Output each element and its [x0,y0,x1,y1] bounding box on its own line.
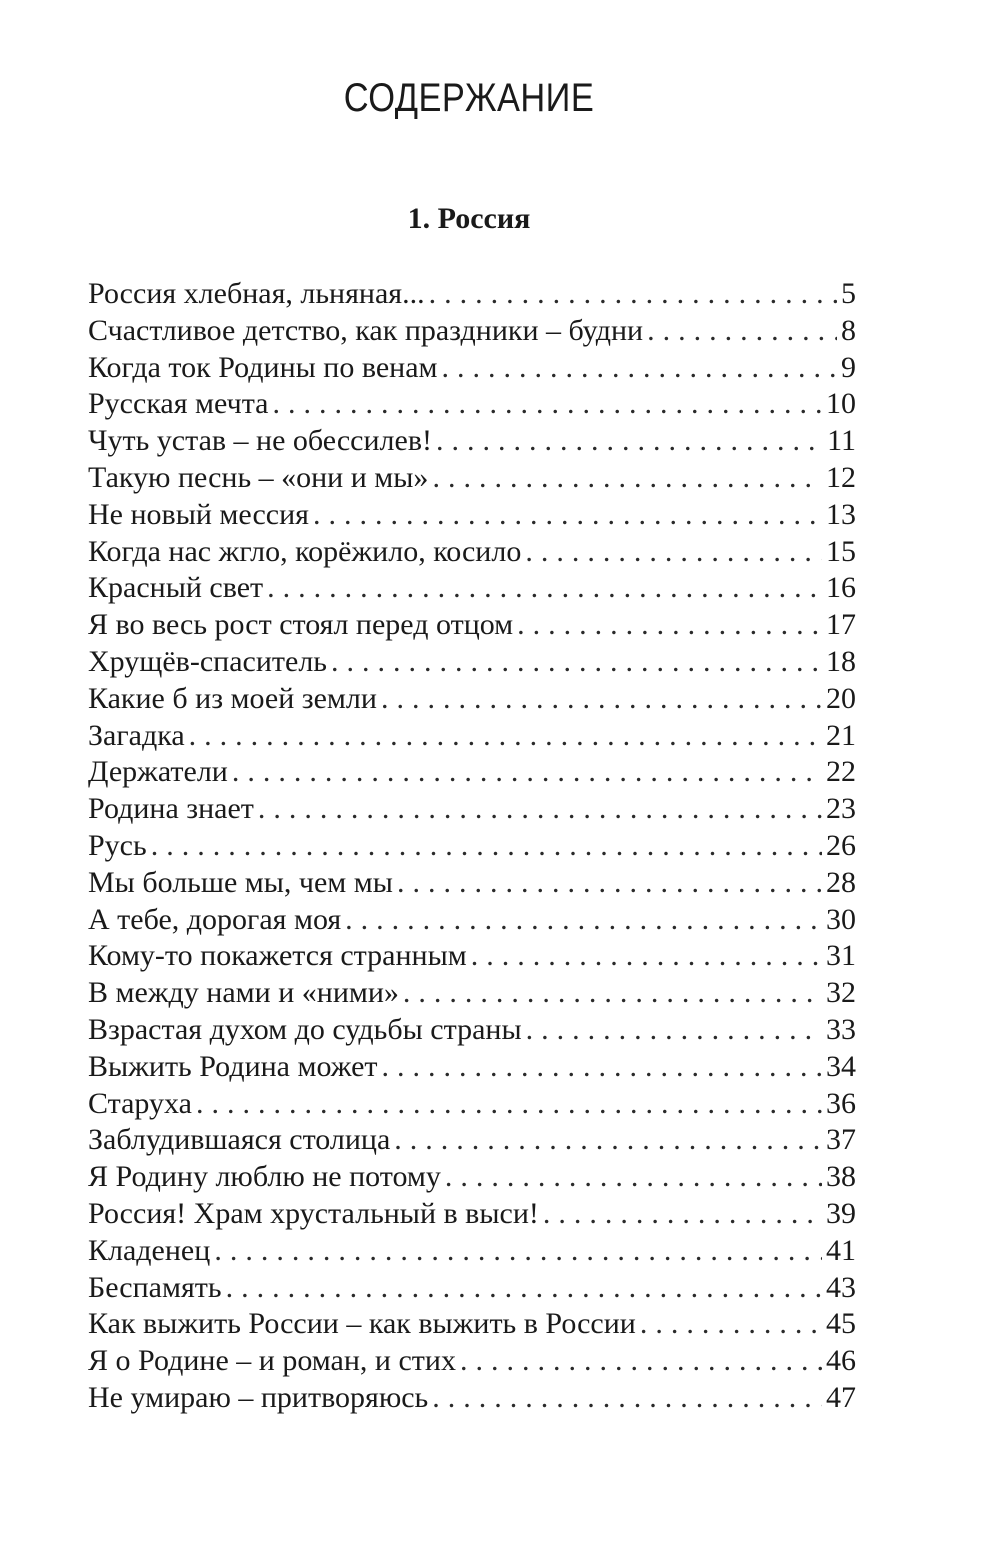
toc-entry [88,1049,856,1086]
toc-entry-page-number: 23 [826,792,856,826]
dot-leader [525,534,822,571]
dot-leader [313,497,822,534]
toc-entry [88,460,856,497]
toc-entry [88,1233,856,1270]
toc-entry [88,570,856,607]
toc-entry-page-number: 15 [826,534,856,568]
toc-entry-title: Чуть устав – не обессилев! [88,424,432,458]
toc-entry [88,681,856,718]
toc-entry-title: Беспамять [88,1270,222,1304]
dot-leader [432,1380,822,1417]
dot-leader [214,1233,822,1270]
dot-leader [394,1122,822,1159]
toc-entry-page-number: 39 [826,1196,856,1230]
dot-leader [397,865,822,902]
dot-leader [517,607,822,644]
dot-leader [460,1343,822,1380]
toc-entry [88,865,856,902]
toc-entry [88,1122,856,1159]
toc-entry-page-number: 10 [826,387,856,421]
toc-entry [88,386,856,423]
dot-leader [232,754,822,791]
toc-entry [88,1380,856,1417]
toc-entry-page-number: 46 [826,1344,856,1378]
toc-entry-title: В между нами и «ними» [88,976,399,1010]
dot-leader [226,1270,822,1307]
dot-leader [543,1196,822,1233]
toc-entry-page-number: 13 [826,497,856,531]
toc-entry [88,313,856,350]
toc-entry-title: Кладенец [88,1233,211,1267]
toc-entry-title: А тебе, дорогая моя [88,902,342,936]
toc-entry-title: Заблудившаяся столица [88,1123,391,1157]
toc-entry-page-number: 26 [826,828,856,862]
toc-entry-title: Счастливое детство, как праздники – будни [88,313,644,347]
toc-entry-page-number: 21 [826,718,856,752]
dot-leader [429,276,837,313]
section-title: 1. Россия [407,202,531,235]
toc-entry [88,607,856,644]
toc-entry-page-number: 30 [826,902,856,936]
toc-entry [88,423,856,460]
toc-entry [88,1159,856,1196]
toc-entry-page-number: 18 [826,644,856,678]
toc-entry-page-number: 37 [826,1123,856,1157]
toc-entry-page-number: 33 [826,1012,856,1046]
toc-entry-title: Когда ток Родины по венам [88,350,438,384]
toc-entry-title: Взрастая духом до судьбы страны [88,1012,522,1046]
dot-leader [403,975,822,1012]
dot-leader [647,313,837,350]
toc-entry-page-number: 31 [826,939,856,973]
toc-entry-page-number: 47 [826,1380,856,1414]
dot-leader [189,718,822,755]
toc-entry-title: Я о Родине – и роман, и стих [88,1344,456,1378]
dot-leader [526,1012,822,1049]
dot-leader [381,681,822,718]
dot-leader [345,902,822,939]
toc-entry [88,791,856,828]
toc-entry-page-number: 12 [826,460,856,494]
toc-entry-title: Не умираю – притворяюсь [88,1380,429,1414]
toc-entry-page-number: 17 [826,608,856,642]
toc-entry-title: Какие б из моей земли [88,681,377,715]
toc-entry-title: Как выжить России – как выжить в России [88,1307,636,1341]
toc-entry-title: Когда нас жгло, корёжило, косило [88,534,522,568]
toc-entry-title: Красный свет [88,571,264,605]
dot-leader [445,1159,822,1196]
toc-entry-title: Держатели [88,755,228,789]
dot-leader [267,570,822,607]
toc-entry [88,1270,856,1307]
toc-entry [88,828,856,865]
dot-leader [382,1049,823,1086]
toc-entry [88,350,856,387]
dot-leader [258,791,822,828]
toc-entry-page-number: 8 [841,313,856,347]
dot-leader [196,1086,822,1123]
toc-entry-title: Я Родину люблю не потому [88,1160,441,1194]
toc-entry-title: Россия хлебная, льняная... [88,277,425,310]
toc-entry-title: Родина знает [88,792,254,826]
toc-entry [88,1086,856,1123]
toc-entry-page-number: 43 [826,1270,856,1304]
toc-entry [88,718,856,755]
dot-leader [442,350,837,387]
toc-entry [88,975,856,1012]
toc-entry [88,1306,856,1343]
dot-leader [436,423,823,460]
dot-leader [331,644,822,681]
toc-entry-title: Не новый мессия [88,497,309,531]
toc-entry-title: Старуха [88,1086,192,1120]
toc-entry [88,1012,856,1049]
dot-leader [272,386,822,423]
toc-entry-title: Такую песнь – «они и мы» [88,460,429,494]
toc-entry [88,902,856,939]
dot-leader [151,828,822,865]
toc-entry-page-number: 5 [841,277,856,310]
toc-entry-page-number: 38 [826,1160,856,1194]
toc-entry [88,644,856,681]
page-title: СОДЕРЖАНИЕ [343,76,595,120]
toc-entry-title: Россия! Храм хрустальный в выси! [88,1196,539,1230]
toc-entry-page-number: 16 [826,571,856,605]
toc-entry-title: Я во весь рост стоял перед отцом [88,608,514,642]
toc-entry-page-number: 45 [826,1307,856,1341]
toc-entry-title: Выжить Родина может [88,1049,378,1083]
toc-entry-page-number: 20 [826,681,856,715]
toc-entry [88,534,856,571]
toc-entry-title: Загадка [88,718,185,752]
dot-leader [640,1306,822,1343]
toc-entry-title: Русь [88,828,147,862]
toc-entry-page-number: 22 [826,755,856,789]
toc-entry-page-number: 9 [841,350,856,384]
dot-leader [471,938,822,975]
dot-leader [432,460,822,497]
toc-entry [88,938,856,975]
toc-entry-page-number: 34 [826,1049,856,1083]
toc-entry-title: Мы больше мы, чем мы [88,865,393,899]
toc-entry-page-number: 41 [826,1233,856,1267]
toc-entry-page-number: 32 [826,976,856,1010]
toc-entry [88,754,856,791]
toc-entry-title: Русская мечта [88,387,269,421]
toc-entry [88,276,856,313]
toc-entry [88,1196,856,1233]
toc-entry-title: Кому-то покажется странным [88,939,467,973]
toc-entry-page-number: 28 [826,865,856,899]
toc-entry [88,1343,856,1380]
toc-entry-page-number: 11 [827,424,856,458]
toc-entry-title: Хрущёв-спаситель [88,644,327,678]
table-of-contents [88,276,856,1417]
toc-entry [88,497,856,534]
toc-entry-page-number: 36 [826,1086,856,1120]
